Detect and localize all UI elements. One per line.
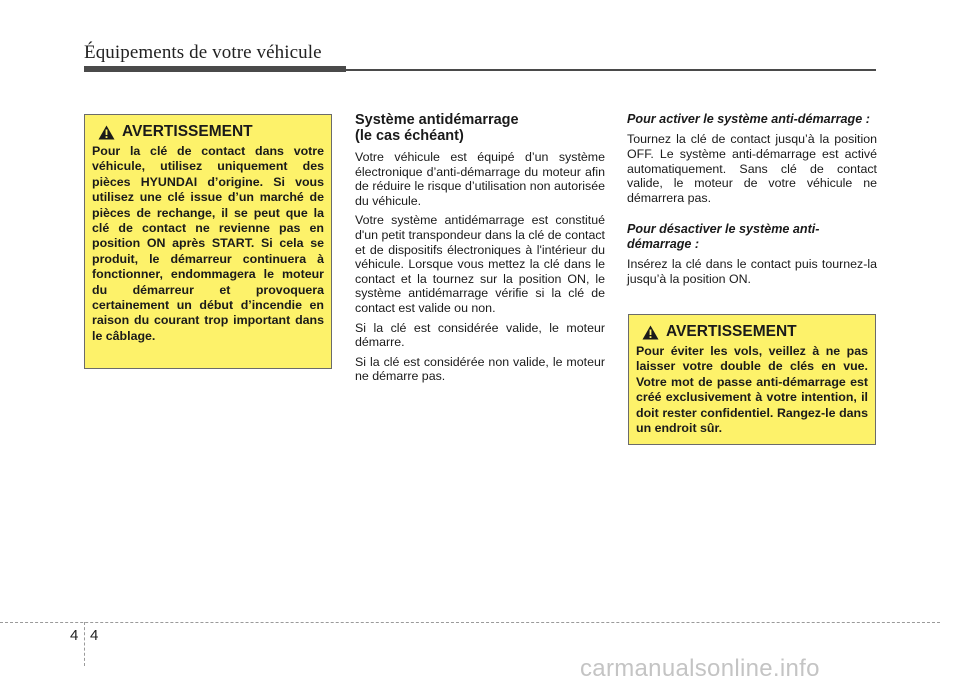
warning-box-theft [628,314,876,445]
deactivate-title: Pour désactiver le système anti-démarrage : [627,222,820,251]
header-rule-thick [84,66,346,72]
warning-triangle-icon [98,125,115,140]
body-paragraph: Votre système antidémarrage est constitué d'un petit transpondeur dans la clé de contact et de dispositifs électroniques à l'intérieur du véhicule. Lorsque vous mettez la clé dans le contact et la tournez sur la position ON, le système antidémarrage vérifie si la clé de contact est valide ou non. [355,213,605,315]
section-title-line1: Système antidémarrage [355,112,519,128]
warning-header [636,323,868,341]
footer-divider [84,622,85,666]
section-activation [627,112,877,291]
warning-text: Pour éviter les vols, veillez à ne pas laisser votre double de clés en vue. Votre mot de passe anti-démarrage est créé exclusivement à votre intention, il doit rester confidentiel. Rangez-le dans un endroit sûr. [636,344,868,436]
footer-rule [0,622,940,623]
warning-title: AVERTISSEMENT [666,323,797,340]
activate-text: Tournez la clé de contact jusqu’à la position OFF. Le système anti-démarrage est activé automatiquement. Sans clé de contact valide, le moteur de votre véhicule ne démarrera pas. [627,132,877,205]
page-header-title: Équipements de votre véhicule [84,42,322,63]
section-title-line2: (le cas échéant) [355,128,464,144]
warning-header [92,123,324,141]
section-title [355,112,605,144]
header-rule-thin [346,69,876,71]
watermark: carmanualsonline.info [580,655,820,682]
activate-title: Pour activer le système anti-démarrage : [627,112,870,126]
warning-triangle-icon [642,325,659,340]
chapter-number: 4 [70,627,79,644]
body-paragraph: Si la clé est considérée valide, le moteur démarre. [355,320,605,350]
body-paragraph: Si la clé est considérée non valide, le moteur ne démarre pas. [355,354,605,384]
deactivate-text: Insérez la clé dans le contact puis tournez-la jusqu’à la position ON. [627,257,877,286]
warning-title: AVERTISSEMENT [122,123,253,140]
warning-text: Pour la clé de contact dans votre véhicule, utilisez uniquement des pièces HYUNDAI d’origine. Si vous utilisez une clé issue d’un marché de pièces de rechange, il se peut que la clé de contact ne revienne pas en position ON après START. Si cela se produit, le démarreur continuera à fonctionner, endommagera le moteur du démarreur et provoquera certainement un début d’incendie en raison du courant trop important dans le câblage. [92,144,324,343]
warning-box-key [84,114,332,369]
page-number: 4 [90,627,99,644]
body-paragraph: Votre véhicule est équipé d’un système électronique d’anti-démarrage du moteur afin de réduire le risque d’utilisation non autorisée du véhicule. [355,150,605,208]
section-immobilizer [355,112,605,389]
